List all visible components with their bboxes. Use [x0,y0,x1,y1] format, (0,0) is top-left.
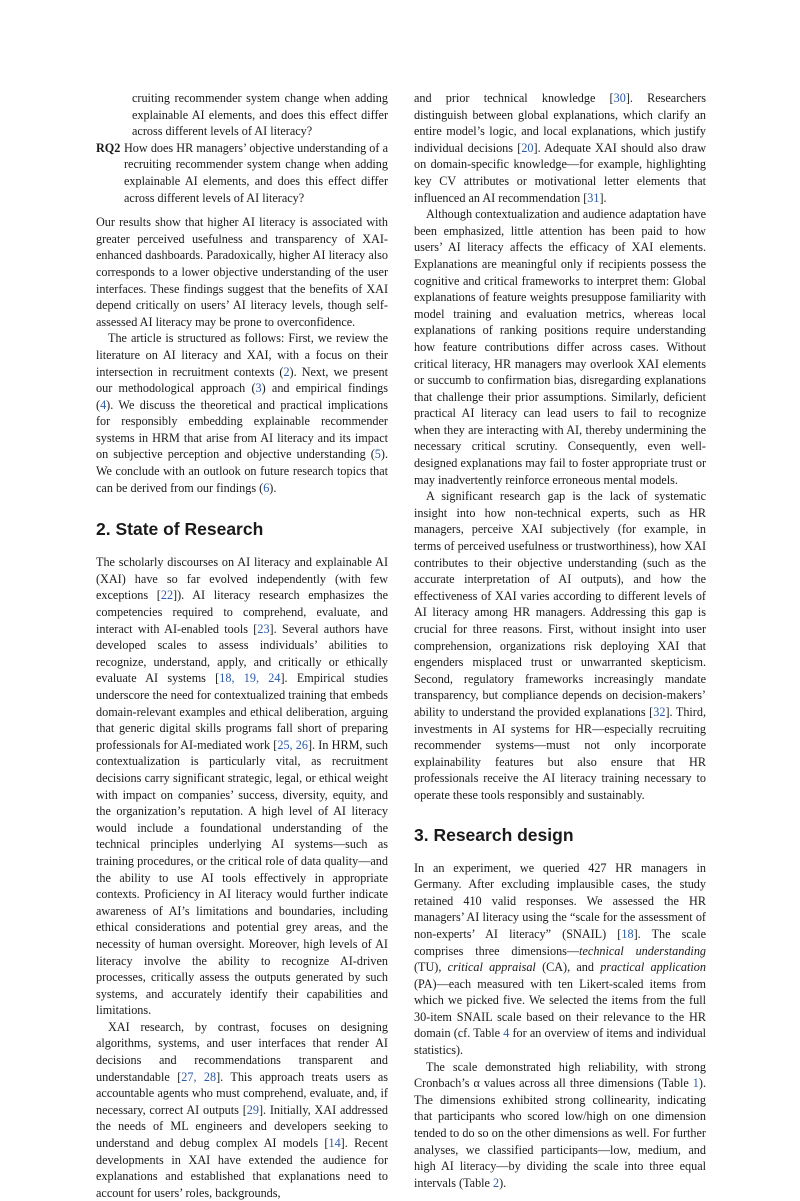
contextualization-paragraph: Although contextualization and audience adaptation have been emphasized, little attention has been paid to how users’ AI literacy affects the efficacy of XAI elements. Explanations are meaningful only if recipients possess the cognitive and critical frameworks to interpret them: Global explanations of feature weights presuppose familiarity with model training and evaluation metrics, whereas local explanations of ranking positions require understanding how feature contributions differ across cases. Without critical literacy, HR managers may overlook XAI elements or succumb to confirmation bias, disregarding explanations that challenge their prior assumptions. Similarly, deficient practical AI literacy can lead users to fail to recognize when they are interacting with AI, thereby undermining the necessary critical scrutiny. Consequently, even well-designed explanations may fail to foster appropriate trust or may inadvertently reinforce erroneous mental models. [414,207,706,487]
reliability-paragraph: The scale demonstrated high reliability, with strong Cronbach’s α values across all three dimensions (Table 1). The dimensions exhibited strong collinearity, indicating that participants who scored low/high on one dimension tended to do so on the other dimensions as well. For further analyses, we classified participants—low, medium, and high AI literacy—by dividing the scale into three equal intervals (Table 2). [414,1059,706,1190]
research-gap-paragraph: A significant research gap is the lack of systematic insight into how non-technical experts, such as HR managers, perceive XAI subjectively (for example, in terms of perceived usefulness or trustworthiness), how XAI contributes to their objective understanding (such as the accurate interpretation of AI outputs), and how the effectiveness of XAI varies according to different levels of AI literacy among HR managers. Addressing this gap is crucial for three reasons. First, without insight into user comprehension, organizations risk deploying XAI that engenders misplaced trust or unwarranted skepticism. Second, regulatory frameworks increasingly mandate transparency, but compliance depends on decision-makers’ ability to understand the provided explanations [32]. Third, investments in AI systems for HR—especially recruiting recommender systems—must not only incorporate explainability features but also ensure that HR professionals receive the AI literacy training necessary to operate these tools responsibly and sustainably. [414,489,706,802]
citation-link[interactable]: 29 [246,1102,259,1117]
citation-link[interactable]: 20 [521,140,534,155]
design-paragraph: In an experiment, we queried 427 HR managers in Germany. After excluding implausible cases, the study retained 410 valid responses. We assessed the HR managers’ AI literacy using the “scale for the assessment of non-experts’ AI literacy” (SNAIL) [18]. The scale comprises three dimensions—technical understanding (TU), critical appraisal (CA), and practical application (PA)—each measured with ten Likert-scaled items from which we picked five. We selected the items from the full 30-item SNAIL scale based on their relevance to the HR domain (cf. Table 4 for an overview of items and individual statistics). [414,860,707,1058]
section-ref-link[interactable]: 4 [100,397,107,412]
right-column [414,90,706,1191]
citation-link[interactable]: 30 [613,91,626,105]
research-question-1-continuation [96,90,388,140]
citation-link[interactable]: 18, 19, 24 [219,671,281,686]
section-2-heading: 2. State of Research [96,519,264,540]
citation-link[interactable]: 14 [328,1136,341,1151]
rq1-text: cruiting recommender system change when adding explainable AI elements, and does this effect differ across different levels of AI literacy? [132,91,388,139]
structure-paragraph: The article is structured as follows: First, we review the literature on AI literacy and XAI, with a focus on their intersection in recruitment contexts (2). Next, we present our methodological approach (3) and empirical findings (4). We discuss the theoretical and practical implications for responsibly embedding explainable recommender systems in HRM that arise from AI literacy and its impact on subjective perception and objective understanding (5). We conclude with an outlook on future research topics that can be derived from our findings (6). [96,331,388,495]
citation-link[interactable]: 31 [587,190,600,205]
citation-link[interactable]: 27, 28 [181,1069,217,1084]
table-ref-link[interactable]: 4 [503,1026,510,1041]
research-question-2 [96,140,388,206]
state-paragraph: The scholarly discourses on AI literacy and explainable AI (XAI) have so far evolved independently (with few exceptions [22]). AI literacy research emphasizes the competencies required to comprehend, evaluate, and interact with AI-enabled tools [23]. Several authors have developed scales to assess individuals’ abilities to recognize, understand, apply, and critically or ethically evaluate AI systems [18, 19, 24]. Empirical studies underscore the need for contextualized training that embeds domain-relevant examples and ethical deliberation, arguing that generic digital skills programs fall short of preparing professionals for AI-mediated work [25, 26]. In HRM, such contextualization is particularly vital, as recruitment decisions carry significant strategic, legal, or ethical weight with impact on companies’ success, diversity, equity, and the organization’s reputation. A high level of AI literacy would include a foundational understanding of the technical principles underlying AI systems—such as training procedures, or the critical role of data quality—and the ability to use AI tools effectively in appropriate contexts. Proficiency in AI literacy would further indicate awareness of AI’s limitations and boundaries, including ethical considerations and potential grey areas, and the necessity of human oversight. Moreover, high levels of AI literacy involve the ability to recognize AI-driven processes, critically assess the outputs generated by such systems, and accurately identify their capabilities and limitations. [96,555,389,1018]
continuation-paragraph: and prior technical knowledge [30]. Researchers distinguish between global explanations, which clarify an entire model’s logic, and local explanations, which justify individual decisions [20]. Adequate XAI should also draw on domain-specific knowledge—for example, highlighting key CV attributes or motivational letter elements that influenced an AI recommendation [31]. [414,91,706,205]
table-ref-link[interactable]: 2 [493,1175,500,1190]
citation-link[interactable]: 22 [160,588,174,603]
section-ref-link[interactable]: 2 [283,364,290,379]
left-column [96,90,388,1201]
section-ref-link[interactable]: 5 [374,447,381,462]
section-ref-link[interactable]: 6 [263,480,270,495]
section-ref-link[interactable]: 3 [255,381,262,396]
section-3-heading: 3. Research design [414,824,574,845]
xai-paragraph: XAI research, by contrast, focuses on designing algorithms, systems, and user interfaces that render AI decisions and recommendations transparent and understandable [27, 28]. This approach treats users as accountable agents who must comprehend, evaluate, and, if necessary, correct AI outputs [29]. Initially, XAI addressed the needs of ML engineers and developers seeking to understand and debug complex AI models [14]. Recent developments in XAI have extended the audience for explanations and established that explanations need to account for users’ roles, backgrounds, [96,1019,388,1200]
citation-link[interactable]: 25, 26 [277,737,308,752]
rq2-label: RQ2 [96,140,121,155]
citation-link[interactable]: 18 [621,926,634,941]
results-paragraph: Our results show that higher AI literacy is associated with greater perceived usefulness and transparency of XAI-enhanced dashboards. Paradoxically, higher AI literacy also corresponds to a lower objective understanding of the user interfaces. These findings suggest that the benefits of XAI depend critically on users’ AI literacy levels, though self-assessed AI literacy may be prone to overconfidence. [96,215,388,329]
citation-link[interactable]: 32 [653,704,666,719]
citation-link[interactable]: 23 [257,621,270,636]
rq2-text: How does HR managers’ objective understanding of a recruiting recommender system change when adding explainable AI elements, and does this effect differ across different levels of AI literacy? [124,140,388,205]
table-ref-link[interactable]: 1 [692,1076,699,1091]
